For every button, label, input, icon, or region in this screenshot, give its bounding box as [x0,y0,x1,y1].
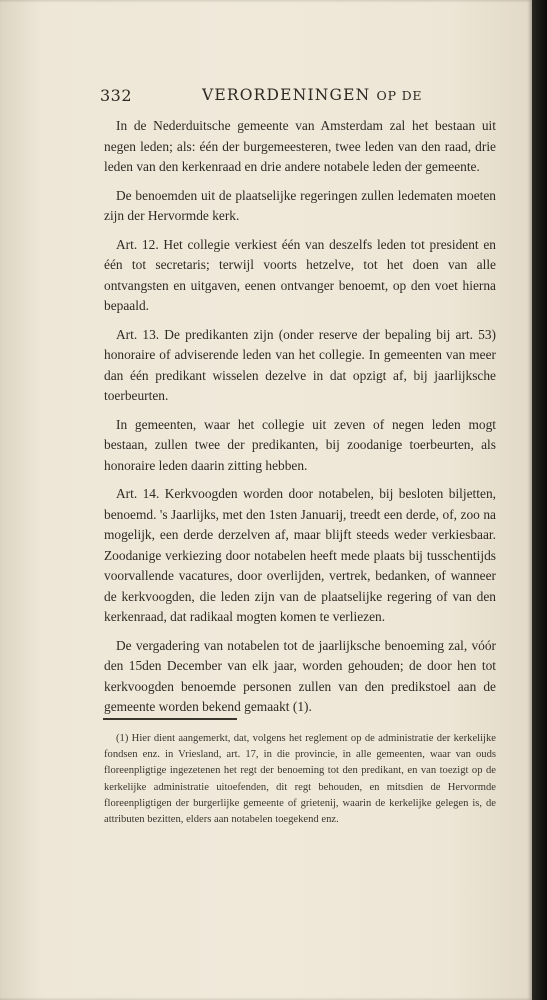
running-title [202,86,422,104]
footnote-text: (1) Hier dient aangemerkt, dat, volgens het reglement op de administratie der kerkelijke fondsen enz. in Vriesland, art. 17, in die provincie, in alle gemeenten, waar van ouds floreenpligtige ingezetenen het regt der benoeming tot den predikant, en van toezigt op de kerkelijke administratie uitoefenden, dit regt behouden, en mitsdien de Hervormde floreenpligtigen der burgerlijke gemeente of grietenij, waarin de kerkelijke gelegen is, de attributen bezitten, elders aan notabelen toegekend enz. [104,733,496,826]
page-number: 332 [100,86,133,105]
paragraph-art-14: Art. 14. Kerkvoogden worden door notabelen, bij besloten biljetten, benoemd. 's Jaarlijks, met den 1sten Januarij, treedt een derde, of, zoo na mogelijk, een derde derzelven af, maar blijft steeds weder verkiesbaar. Zoodanige verkiezing door notabelen heeft mede plaats bij tusschentijds voorvallende vacatures, door overlijden, vertrek, bedanken, of wanneer de kerkvoogden, die leden zijn van de plaatselijke regering of van den kerkenraad, dat radikaal mogten komen te verliezen. [104,486,496,624]
body-text [104,116,496,726]
footnote-divider [103,718,237,720]
running-head [100,86,520,108]
scan-edge [532,0,547,1000]
paragraph-2: De benoemden uit de plaatselijke regeringen zullen ledematen moeten zijn der Hervormde kerk. [104,187,496,223]
paragraph-art-13: Art. 13. De predikanten zijn (onder reserve der bepaling bij art. 53) honoraire of adviserende leden van het collegie. In gemeenten van meer dan één predikant wisselen dezelve in dat opzigt af, bij jaarlijksche toerbeurten. [104,326,496,403]
running-title-small: OP DE [376,88,423,103]
paragraph-5: In gemeenten, waar het collegie uit zeven of negen leden mogt bestaan, zullen twee der predikanten, bij zoodanige toerbeurten, als honoraire leden daarin zitting hebben. [104,416,496,473]
running-title-main: VERORDENINGEN [202,86,371,104]
paragraph-art-12: Art. 12. Het collegie verkiest één van deszelfs leden tot president en één tot secretaris; terwijl voorts hetzelve, tot het doen van alle ontvangsten en uitgaven, eenen ontvanger benoemt, op den voet hierna bepaald. [104,236,496,313]
footnote [104,731,496,828]
paragraph-7: De vergadering van notabelen tot de jaarlijksche benoeming zal, vóór den 15den December van elk jaar, worden gehouden; de door hen tot kerkvoogden benoemde personen zullen van den predikstoel aan de gemeente worden bekend gemaakt (1). [104,637,496,714]
paragraph-1: In de Nederduitsche gemeente van Amsterdam zal het bestaan uit negen leden; als: één der burgemeesteren, twee leden van den raad, drie leden van den kerkenraad en drie andere notabele leden der gemeente. [104,118,496,174]
